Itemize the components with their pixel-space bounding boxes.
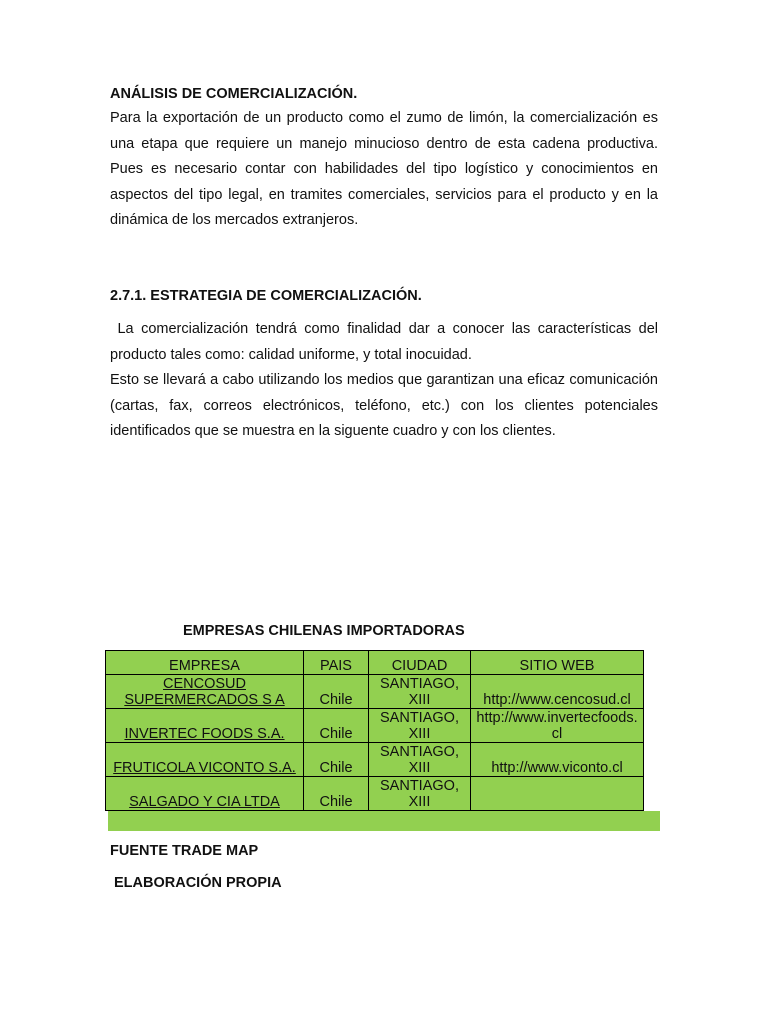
header-empresa: EMPRESA <box>106 651 304 675</box>
table-header-row <box>106 651 644 675</box>
cell-ciudad: SANTIAGO, XIII <box>369 777 471 811</box>
elaboration-note: ELABORACIÓN PROPIA <box>114 875 282 891</box>
table-row <box>106 709 644 743</box>
cell-pais: Chile <box>304 743 369 777</box>
table-row <box>106 675 644 709</box>
cell-empresa[interactable]: INVERTEC FOODS S.A. <box>106 709 304 743</box>
cell-web: http://www.viconto.cl <box>471 743 644 777</box>
cell-empresa[interactable]: CENCOSUD SUPERMERCADOS S A <box>106 675 304 709</box>
estrategia-para-1: La comercialización tendrá como finalidad dar a conocer las características del producto tales como: calidad uniforme, y total inocuidad. <box>110 321 658 363</box>
header-pais: PAIS <box>304 651 369 675</box>
cell-web <box>471 777 644 811</box>
cell-empresa[interactable]: SALGADO Y CIA LTDA <box>106 777 304 811</box>
section-body-estrategia <box>110 317 658 445</box>
source-note: FUENTE TRADE MAP <box>110 843 259 859</box>
header-ciudad: CIUDAD <box>369 651 471 675</box>
header-sitio-web: SITIO WEB <box>471 651 644 675</box>
section-body-analisis: Para la exportación de un producto como el zumo de limón, la comercialización es una etapa que requiere un manejo minucioso dentro de esta cadena productiva. Pues es necesario contar con habilidades del tipo logístico y conocimientos en aspectos del tipo legal, en tramites comerciales, servicios para el producto y en la dinámica de los mercados extranjeros. <box>110 110 658 228</box>
estrategia-para-2: Esto se llevará a cabo utilizando los medios que garantizan una eficaz comunicación (cartas, fax, correos electrónicos, teléfono, etc.) con los clientes potenciales identificados que se muestra en la siguente cuadro y con los clientes. <box>110 372 658 439</box>
section-heading-estrategia: 2.7.1. ESTRATEGIA DE COMERCIALIZACIÓN. <box>110 288 422 304</box>
cell-web: http://www.invertecfoods.cl <box>471 709 644 743</box>
table-row <box>106 743 644 777</box>
table-title: EMPRESAS CHILENAS IMPORTADORAS <box>183 623 465 639</box>
cell-ciudad: SANTIAGO, XIII <box>369 709 471 743</box>
cell-empresa[interactable]: FRUTICOLA VICONTO S.A. <box>106 743 304 777</box>
importers-table <box>105 650 644 811</box>
table-row <box>106 777 644 811</box>
cell-pais: Chile <box>304 675 369 709</box>
cell-ciudad: SANTIAGO, XIII <box>369 743 471 777</box>
cell-pais: Chile <box>304 709 369 743</box>
cell-pais: Chile <box>304 777 369 811</box>
section-heading-analisis: ANÁLISIS DE COMERCIALIZACIÓN. <box>110 86 358 102</box>
table-bottom-bar <box>108 811 660 831</box>
cell-ciudad: SANTIAGO, XIII <box>369 675 471 709</box>
cell-web: http://www.cencosud.cl <box>471 675 644 709</box>
